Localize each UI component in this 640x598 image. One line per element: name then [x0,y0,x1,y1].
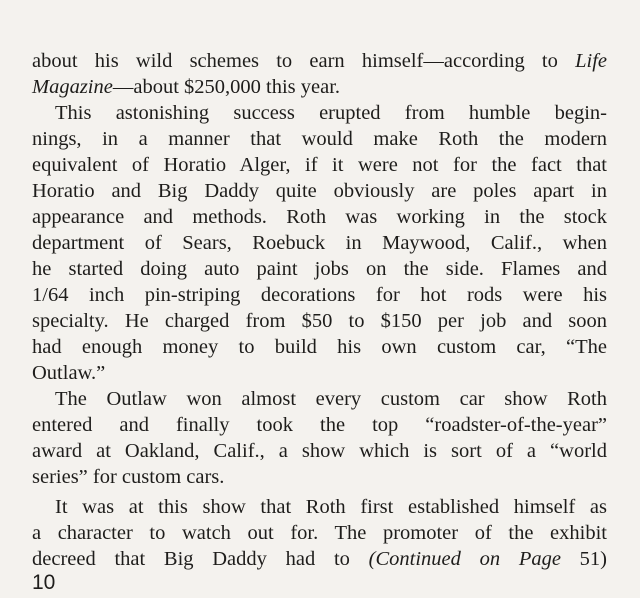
page-number: 10 [32,571,56,594]
text-line: a character to watch out for. The promoter of the exhibit [32,522,607,544]
text-line: nings, in a manner that would make Roth the modern [32,128,607,150]
continued-reference: (Continued on Page [368,548,561,570]
text-line: Horatio and Big Daddy quite obviously are poles apart in [32,180,607,202]
text-line: decreed that Big Daddy had to (Continued on Page 51) [32,548,607,570]
text-line: had enough money to build his own custom car, “The [32,336,607,358]
text-line: Magazine—about $250,000 this year. [32,76,341,98]
text-line: It was at this show that Roth first established himself as [55,496,607,518]
text-line: department of Sears, Roebuck in Maywood, Calif., when [32,232,607,254]
text-line: he started doing auto paint jobs on the side. Flames and [32,258,607,280]
text-line: Outlaw.” [32,362,106,384]
text-line: equivalent of Horatio Alger, if it were not for the fact that [32,154,607,176]
text-line: specialty. He charged from $50 to $150 per job and soon [32,310,607,332]
text-line: The Outlaw won almost every custom car show Roth [55,388,607,410]
text-line: entered and finally took the top “roadster-of-the-year” [32,414,607,436]
text-line: This astonishing success erupted from humble begin- [55,102,607,124]
text-line: about his wild schemes to earn himself—according to Life [32,50,607,72]
text-line: 1/64 inch pin-striping decorations for hot rods were his [32,284,607,306]
text-line: award at Oakland, Calif., a show which is sort of a “world [32,440,607,462]
text-line: series” for custom cars. [32,466,225,488]
text-line: appearance and methods. Roth was working in the stock [32,206,607,228]
